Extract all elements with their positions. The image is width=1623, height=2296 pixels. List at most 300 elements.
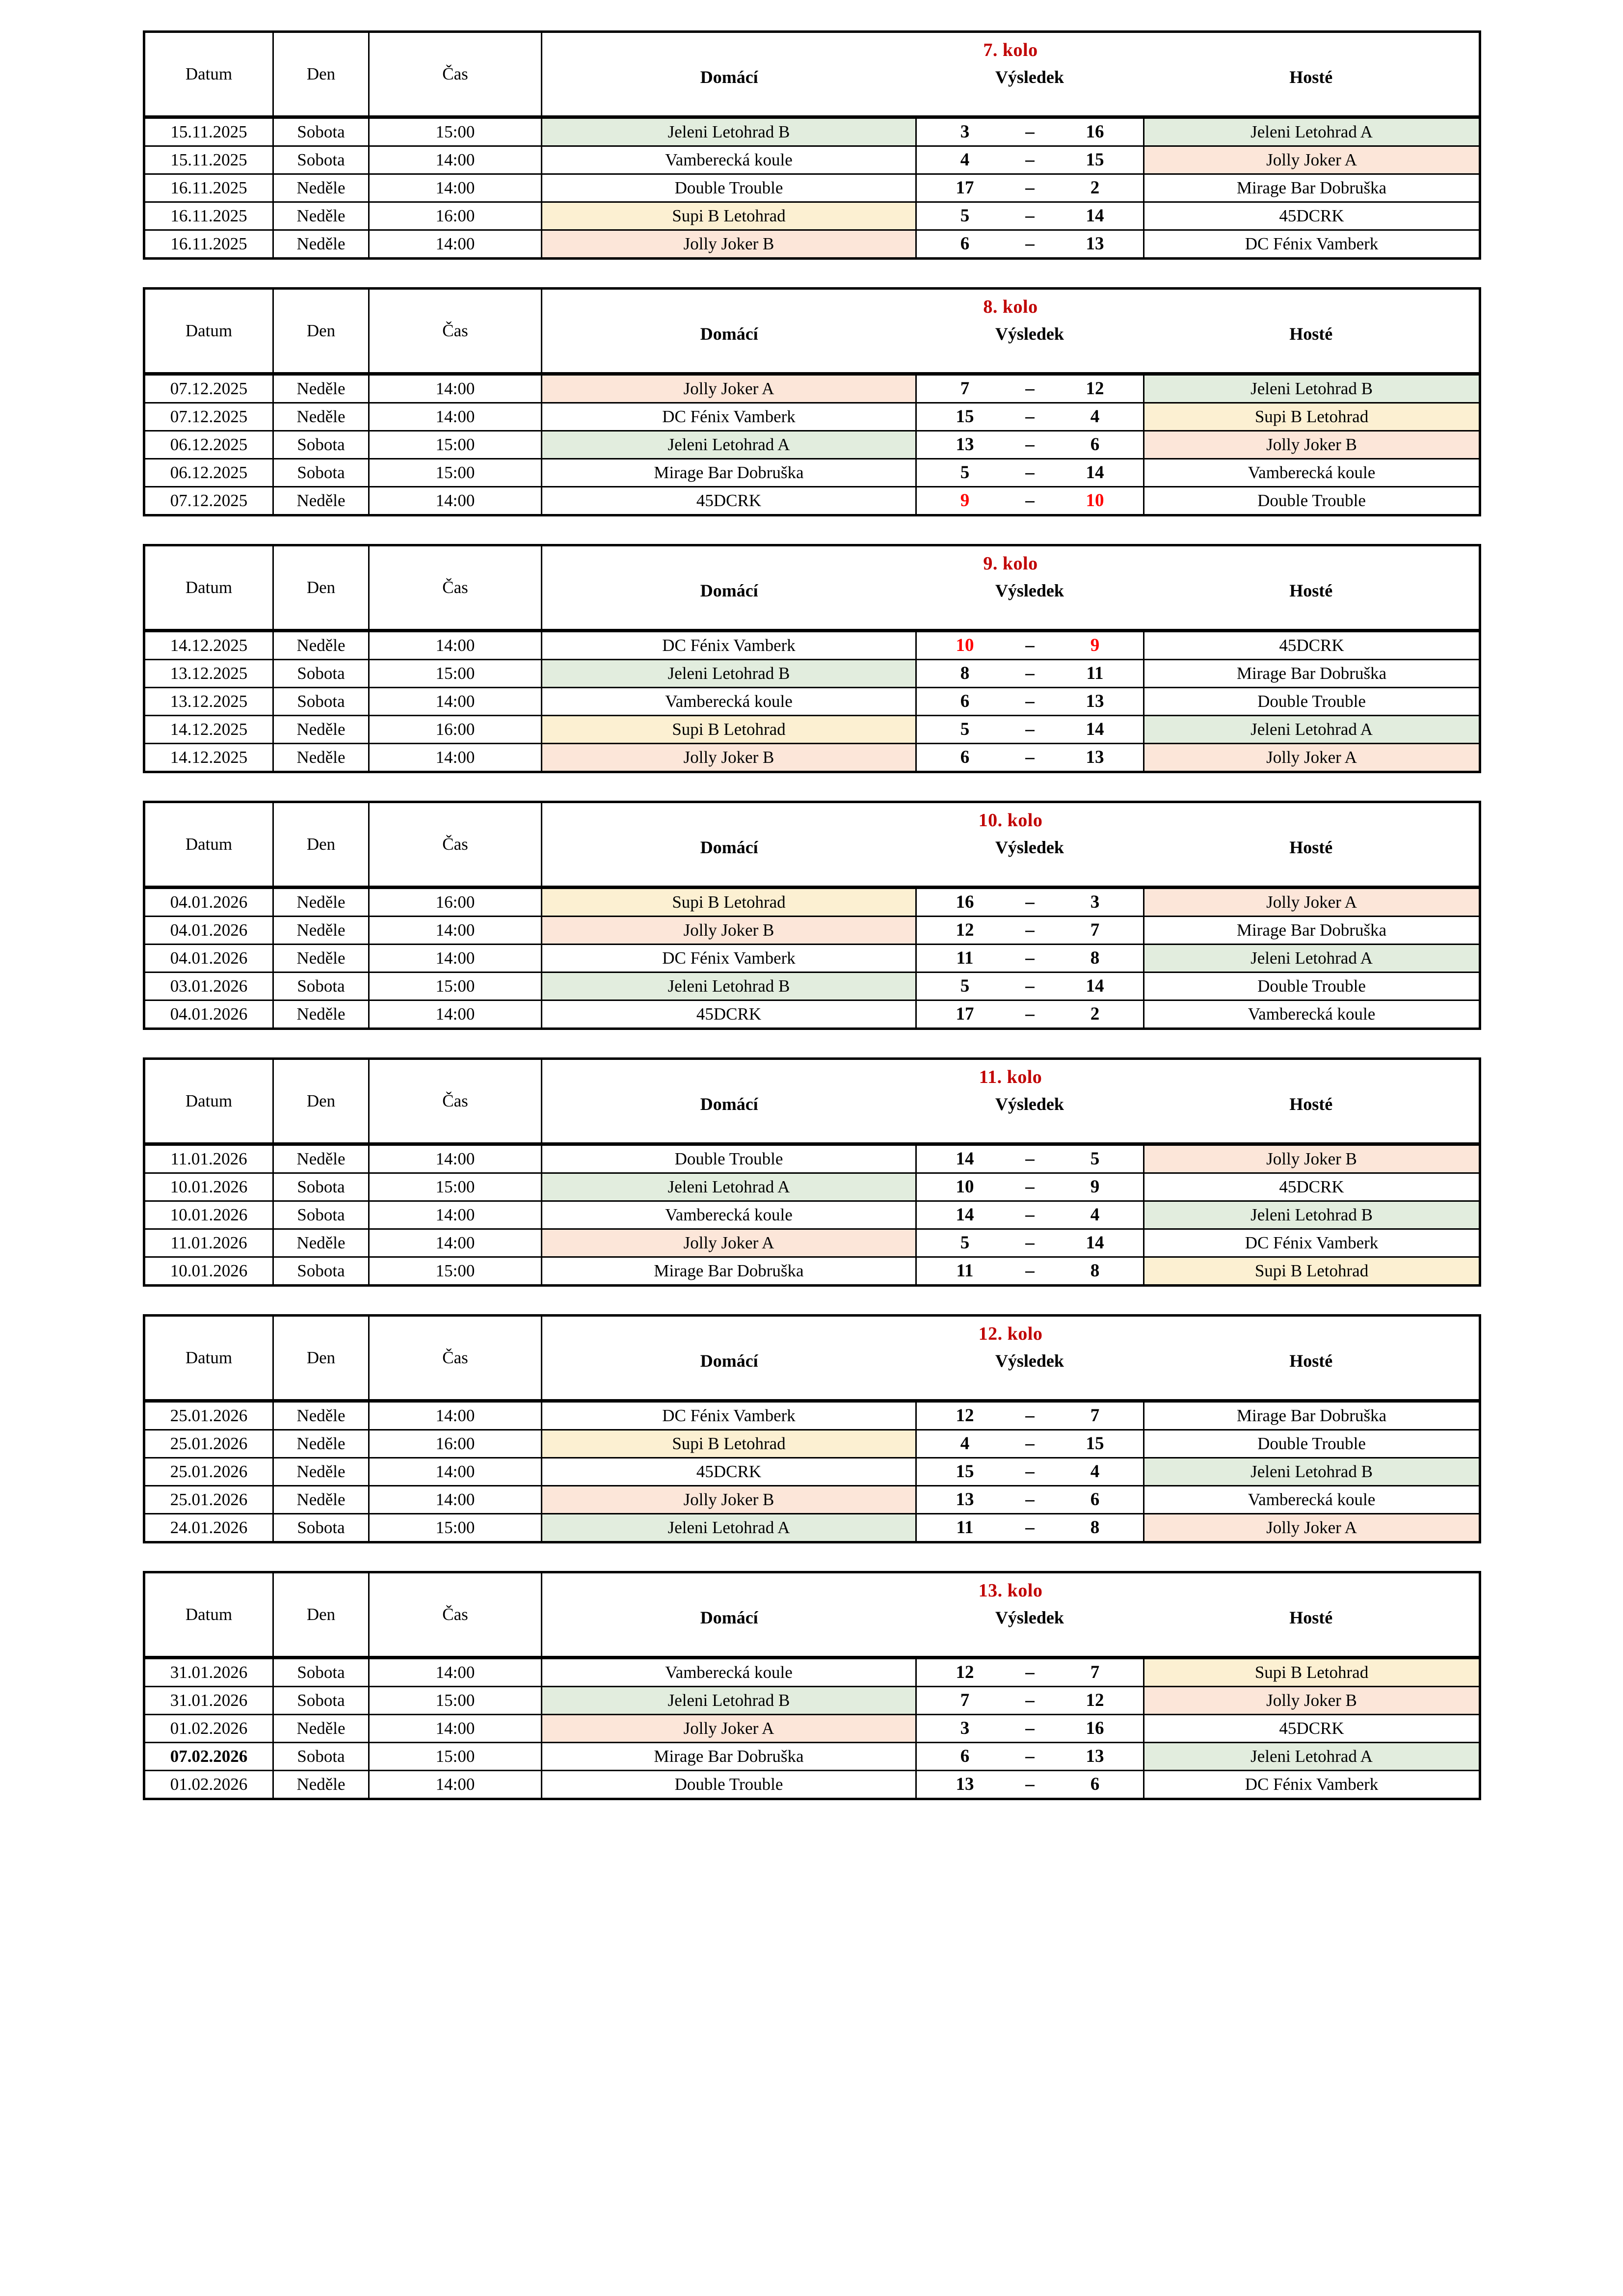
score-separator: – <box>1025 1718 1035 1738</box>
round-header-row <box>144 32 1480 117</box>
match-time: 16:00 <box>369 888 542 917</box>
column-header-away: Hosté <box>1289 580 1333 600</box>
match-date: 07.12.2025 <box>144 374 273 403</box>
away-score: 8 <box>1090 1517 1100 1538</box>
match-result <box>916 1257 1144 1286</box>
round-title: 12. kolo <box>978 1324 1043 1344</box>
score-separator: – <box>1025 1662 1035 1682</box>
away-team: Jeleni Letohrad B <box>1144 1458 1480 1486</box>
match-day: Sobota <box>273 431 369 459</box>
home-score: 15 <box>956 1461 974 1482</box>
home-score: 13 <box>956 1489 974 1510</box>
match-time: 16:00 <box>369 1430 542 1458</box>
match-row <box>144 1144 1480 1173</box>
match-result <box>916 403 1144 431</box>
home-team: Double Trouble <box>542 174 916 202</box>
match-result <box>916 174 1144 202</box>
round-header-row <box>144 1316 1480 1401</box>
column-header-time: Čas <box>369 1316 542 1401</box>
home-team: Jeleni Letohrad B <box>542 1687 916 1715</box>
column-header-away: Hosté <box>1289 67 1333 87</box>
match-row <box>144 1201 1480 1229</box>
score-separator: – <box>1025 891 1035 912</box>
away-score: 11 <box>1086 663 1104 683</box>
match-date: 15.11.2025 <box>144 117 273 146</box>
home-score: 6 <box>960 233 970 254</box>
away-team: Double Trouble <box>1144 688 1480 716</box>
away-team: 45DCRK <box>1144 1715 1480 1743</box>
match-result <box>916 1173 1144 1201</box>
away-score: 7 <box>1090 1405 1100 1426</box>
away-score: 13 <box>1086 1746 1104 1766</box>
away-team: Vamberecká koule <box>1144 1000 1480 1029</box>
match-date: 03.01.2026 <box>144 972 273 1000</box>
match-date: 25.01.2026 <box>144 1486 273 1514</box>
column-header-result: Výsledek <box>995 1607 1064 1627</box>
score-separator: – <box>1025 1690 1035 1710</box>
away-score: 4 <box>1090 1461 1100 1482</box>
score-separator: – <box>1025 1204 1035 1225</box>
match-day: Neděle <box>273 631 369 660</box>
match-day: Sobota <box>273 1173 369 1201</box>
match-result <box>916 716 1144 744</box>
home-team: Jeleni Letohrad A <box>542 431 916 459</box>
column-header-result: Výsledek <box>995 1094 1064 1114</box>
match-date: 06.12.2025 <box>144 431 273 459</box>
away-score: 5 <box>1090 1148 1100 1169</box>
match-time: 14:00 <box>369 146 542 174</box>
home-score: 13 <box>956 1774 974 1794</box>
round-table <box>143 1057 1481 1287</box>
match-row <box>144 744 1480 772</box>
away-team: 45DCRK <box>1144 631 1480 660</box>
match-result <box>916 1658 1144 1687</box>
match-day: Sobota <box>273 972 369 1000</box>
away-score: 4 <box>1090 406 1100 427</box>
match-time: 16:00 <box>369 202 542 230</box>
column-header-away: Hosté <box>1289 1094 1333 1114</box>
match-day: Neděle <box>273 744 369 772</box>
match-day: Neděle <box>273 230 369 259</box>
home-score: 10 <box>956 635 974 655</box>
home-score: 7 <box>960 1690 970 1710</box>
score-separator: – <box>1025 1461 1035 1482</box>
match-result <box>916 744 1144 772</box>
round-header-panel <box>542 1316 1480 1401</box>
column-header-date: Datum <box>144 289 273 374</box>
score-separator: – <box>1025 635 1035 655</box>
home-score: 13 <box>956 434 974 455</box>
match-row <box>144 972 1480 1000</box>
match-date: 25.01.2026 <box>144 1430 273 1458</box>
match-time: 14:00 <box>369 374 542 403</box>
home-score: 16 <box>956 891 974 912</box>
away-team: Jeleni Letohrad A <box>1144 716 1480 744</box>
match-result <box>916 431 1144 459</box>
match-row <box>144 1430 1480 1458</box>
home-team: 45DCRK <box>542 1000 916 1029</box>
home-score: 4 <box>960 149 970 170</box>
home-score: 5 <box>960 975 970 996</box>
away-team: 45DCRK <box>1144 1173 1480 1201</box>
home-team: Supi B Letohrad <box>542 888 916 917</box>
away-team: Mirage Bar Dobruška <box>1144 660 1480 688</box>
match-result <box>916 1486 1144 1514</box>
column-header-date: Datum <box>144 1572 273 1658</box>
away-score: 4 <box>1090 1204 1100 1225</box>
away-score: 8 <box>1090 1260 1100 1281</box>
round-table <box>143 1314 1481 1543</box>
match-day: Sobota <box>273 117 369 146</box>
away-team: Vamberecká koule <box>1144 1486 1480 1514</box>
match-date: 01.02.2026 <box>144 1771 273 1799</box>
match-row <box>144 1514 1480 1542</box>
match-date: 07.12.2025 <box>144 403 273 431</box>
round-header-row <box>144 289 1480 374</box>
column-header-result: Výsledek <box>995 580 1064 600</box>
away-team: DC Fénix Vamberk <box>1144 1771 1480 1799</box>
match-result <box>916 117 1144 146</box>
score-separator: – <box>1025 1774 1035 1794</box>
match-date: 13.12.2025 <box>144 688 273 716</box>
score-separator: – <box>1025 177 1035 198</box>
column-header-away: Hosté <box>1289 324 1333 344</box>
column-header-result: Výsledek <box>995 1351 1064 1371</box>
home-team: Mirage Bar Dobruška <box>542 1257 916 1286</box>
match-row <box>144 230 1480 259</box>
match-date: 07.12.2025 <box>144 487 273 515</box>
score-separator: – <box>1025 149 1035 170</box>
away-team: Mirage Bar Dobruška <box>1144 917 1480 945</box>
home-score: 9 <box>960 490 970 511</box>
away-score: 3 <box>1090 891 1100 912</box>
away-team: Jeleni Letohrad A <box>1144 1743 1480 1771</box>
match-date: 16.11.2025 <box>144 202 273 230</box>
match-time: 15:00 <box>369 431 542 459</box>
score-separator: – <box>1025 747 1035 767</box>
home-score: 5 <box>960 719 970 739</box>
column-header-date: Datum <box>144 1059 273 1144</box>
round-title: 9. kolo <box>983 553 1038 574</box>
home-score: 11 <box>956 1517 974 1538</box>
match-result <box>916 1715 1144 1743</box>
match-result <box>916 1771 1144 1799</box>
away-team: DC Fénix Vamberk <box>1144 1229 1480 1257</box>
column-header-time: Čas <box>369 32 542 117</box>
away-team: Double Trouble <box>1144 1430 1480 1458</box>
match-time: 15:00 <box>369 1173 542 1201</box>
match-day: Neděle <box>273 1144 369 1173</box>
match-time: 15:00 <box>369 972 542 1000</box>
match-day: Neděle <box>273 945 369 972</box>
match-day: Sobota <box>273 1514 369 1542</box>
home-team: Supi B Letohrad <box>542 202 916 230</box>
match-time: 14:00 <box>369 1401 542 1430</box>
match-result <box>916 1000 1144 1029</box>
match-time: 14:00 <box>369 1000 542 1029</box>
away-team: Vamberecká koule <box>1144 459 1480 487</box>
match-row <box>144 1173 1480 1201</box>
home-team: Jeleni Letohrad B <box>542 972 916 1000</box>
column-header-home: Domácí <box>700 837 758 857</box>
column-header-day: Den <box>273 545 369 631</box>
column-header-home: Domácí <box>700 324 758 344</box>
match-result <box>916 1401 1144 1430</box>
round-table <box>143 1571 1481 1800</box>
match-result <box>916 1687 1144 1715</box>
column-header-day: Den <box>273 802 369 888</box>
home-team: Vamberecká koule <box>542 688 916 716</box>
match-day: Neděle <box>273 487 369 515</box>
match-day: Sobota <box>273 146 369 174</box>
match-time: 14:00 <box>369 403 542 431</box>
match-time: 14:00 <box>369 174 542 202</box>
score-separator: – <box>1025 919 1035 940</box>
match-day: Sobota <box>273 1743 369 1771</box>
score-separator: – <box>1025 1260 1035 1281</box>
match-time: 14:00 <box>369 487 542 515</box>
home-team: 45DCRK <box>542 1458 916 1486</box>
match-date: 31.01.2026 <box>144 1658 273 1687</box>
away-score: 6 <box>1090 1489 1100 1510</box>
home-score: 12 <box>956 919 974 940</box>
match-row <box>144 117 1480 146</box>
column-header-home: Domácí <box>700 1607 758 1627</box>
score-separator: – <box>1025 691 1035 711</box>
match-day: Sobota <box>273 1658 369 1687</box>
round-header-panel <box>542 545 1480 631</box>
match-time: 15:00 <box>369 459 542 487</box>
home-team: Jolly Joker A <box>542 1229 916 1257</box>
home-score: 6 <box>960 747 970 767</box>
away-score: 9 <box>1090 635 1100 655</box>
match-result <box>916 1430 1144 1458</box>
match-row <box>144 1401 1480 1430</box>
match-date: 07.02.2026 <box>144 1743 273 1771</box>
away-score: 14 <box>1086 719 1104 739</box>
match-result <box>916 1514 1144 1542</box>
match-result <box>916 202 1144 230</box>
match-date: 13.12.2025 <box>144 660 273 688</box>
match-date: 25.01.2026 <box>144 1458 273 1486</box>
match-row <box>144 1486 1480 1514</box>
column-header-time: Čas <box>369 1572 542 1658</box>
match-row <box>144 403 1480 431</box>
home-team: Jolly Joker A <box>542 1715 916 1743</box>
match-time: 16:00 <box>369 716 542 744</box>
match-time: 14:00 <box>369 945 542 972</box>
match-time: 14:00 <box>369 688 542 716</box>
round-header-panel <box>542 1572 1480 1658</box>
home-score: 6 <box>960 1746 970 1766</box>
match-row <box>144 716 1480 744</box>
home-team: Jolly Joker B <box>542 744 916 772</box>
match-time: 14:00 <box>369 744 542 772</box>
match-date: 04.01.2026 <box>144 945 273 972</box>
away-score: 7 <box>1090 1662 1100 1682</box>
match-row <box>144 688 1480 716</box>
home-score: 10 <box>956 1176 974 1197</box>
column-header-time: Čas <box>369 545 542 631</box>
score-separator: – <box>1025 1176 1035 1197</box>
match-time: 14:00 <box>369 1771 542 1799</box>
away-score: 12 <box>1086 1690 1104 1710</box>
column-header-date: Datum <box>144 1316 273 1401</box>
round-title: 11. kolo <box>979 1067 1042 1087</box>
home-score: 8 <box>960 663 970 683</box>
round-table <box>143 544 1481 773</box>
round-header-row <box>144 1059 1480 1144</box>
match-result <box>916 146 1144 174</box>
match-date: 04.01.2026 <box>144 917 273 945</box>
match-time: 14:00 <box>369 230 542 259</box>
home-team: Jolly Joker B <box>542 917 916 945</box>
match-date: 04.01.2026 <box>144 1000 273 1029</box>
match-result <box>916 1144 1144 1173</box>
match-result <box>916 945 1144 972</box>
score-separator: – <box>1025 1489 1035 1510</box>
home-score: 12 <box>956 1662 974 1682</box>
away-team: Jeleni Letohrad B <box>1144 374 1480 403</box>
home-team: DC Fénix Vamberk <box>542 945 916 972</box>
home-team: Double Trouble <box>542 1144 916 1173</box>
match-date: 24.01.2026 <box>144 1514 273 1542</box>
match-row <box>144 374 1480 403</box>
match-date: 10.01.2026 <box>144 1173 273 1201</box>
match-row <box>144 945 1480 972</box>
match-time: 14:00 <box>369 631 542 660</box>
match-time: 15:00 <box>369 117 542 146</box>
match-day: Neděle <box>273 888 369 917</box>
away-score: 9 <box>1090 1176 1100 1197</box>
match-day: Neděle <box>273 917 369 945</box>
match-row <box>144 1715 1480 1743</box>
match-row <box>144 431 1480 459</box>
match-date: 01.02.2026 <box>144 1715 273 1743</box>
score-separator: – <box>1025 1433 1035 1454</box>
match-result <box>916 1458 1144 1486</box>
match-result <box>916 459 1144 487</box>
home-score: 5 <box>960 205 970 226</box>
column-header-home: Domácí <box>700 67 758 87</box>
away-score: 15 <box>1086 1433 1104 1454</box>
match-day: Neděle <box>273 174 369 202</box>
column-header-away: Hosté <box>1289 1607 1333 1627</box>
away-team: Jolly Joker B <box>1144 431 1480 459</box>
away-score: 13 <box>1086 691 1104 711</box>
round-header-panel <box>542 802 1480 888</box>
away-score: 7 <box>1090 919 1100 940</box>
match-day: Sobota <box>273 1257 369 1286</box>
round-title: 8. kolo <box>983 297 1038 317</box>
score-separator: – <box>1025 1148 1035 1169</box>
match-row <box>144 459 1480 487</box>
column-header-day: Den <box>273 1572 369 1658</box>
match-day: Neděle <box>273 1401 369 1430</box>
away-score: 15 <box>1086 149 1104 170</box>
home-score: 7 <box>960 378 970 399</box>
home-team: Supi B Letohrad <box>542 716 916 744</box>
match-result <box>916 374 1144 403</box>
away-score: 6 <box>1090 1774 1100 1794</box>
score-separator: – <box>1025 1405 1035 1426</box>
away-score: 13 <box>1086 747 1104 767</box>
away-team: Jolly Joker B <box>1144 1144 1480 1173</box>
match-time: 14:00 <box>369 1144 542 1173</box>
score-separator: – <box>1025 663 1035 683</box>
away-team: Jolly Joker B <box>1144 1687 1480 1715</box>
match-time: 14:00 <box>369 1658 542 1687</box>
match-day: Neděle <box>273 1458 369 1486</box>
away-team: Jolly Joker A <box>1144 146 1480 174</box>
away-score: 6 <box>1090 434 1100 455</box>
away-score: 16 <box>1086 121 1104 142</box>
score-separator: – <box>1025 1003 1035 1024</box>
column-header-date: Datum <box>144 32 273 117</box>
home-team: DC Fénix Vamberk <box>542 1401 916 1430</box>
match-day: Neděle <box>273 1430 369 1458</box>
home-team: Supi B Letohrad <box>542 1430 916 1458</box>
match-row <box>144 202 1480 230</box>
match-day: Neděle <box>273 716 369 744</box>
match-result <box>916 1229 1144 1257</box>
round-title: 13. kolo <box>978 1580 1043 1601</box>
match-result <box>916 487 1144 515</box>
match-result <box>916 888 1144 917</box>
match-date: 06.12.2025 <box>144 459 273 487</box>
home-team: 45DCRK <box>542 487 916 515</box>
home-team: DC Fénix Vamberk <box>542 631 916 660</box>
match-result <box>916 660 1144 688</box>
match-row <box>144 1658 1480 1687</box>
round-header-panel <box>542 32 1480 117</box>
column-header-time: Čas <box>369 802 542 888</box>
match-time: 14:00 <box>369 1458 542 1486</box>
home-score: 14 <box>956 1204 974 1225</box>
match-date: 10.01.2026 <box>144 1201 273 1229</box>
score-separator: – <box>1025 975 1035 996</box>
match-row <box>144 1257 1480 1286</box>
match-time: 15:00 <box>369 660 542 688</box>
match-time: 14:00 <box>369 1201 542 1229</box>
round-table <box>143 287 1481 516</box>
score-separator: – <box>1025 490 1035 511</box>
match-result <box>916 1201 1144 1229</box>
score-separator: – <box>1025 205 1035 226</box>
match-result <box>916 917 1144 945</box>
score-separator: – <box>1025 121 1035 142</box>
round-header-panel <box>542 289 1480 374</box>
match-day: Neděle <box>273 1486 369 1514</box>
match-time: 15:00 <box>369 1743 542 1771</box>
match-row <box>144 174 1480 202</box>
match-day: Sobota <box>273 1201 369 1229</box>
away-team: 45DCRK <box>1144 202 1480 230</box>
match-time: 15:00 <box>369 1687 542 1715</box>
match-row <box>144 1000 1480 1029</box>
match-row <box>144 1687 1480 1715</box>
score-separator: – <box>1025 378 1035 399</box>
score-separator: – <box>1025 434 1035 455</box>
score-separator: – <box>1025 719 1035 739</box>
match-day: Sobota <box>273 660 369 688</box>
column-header-away: Hosté <box>1289 1351 1333 1371</box>
away-score: 12 <box>1086 378 1104 399</box>
away-team: Supi B Letohrad <box>1144 1658 1480 1687</box>
home-team: Jolly Joker A <box>542 374 916 403</box>
away-team: Jeleni Letohrad B <box>1144 1201 1480 1229</box>
match-row <box>144 660 1480 688</box>
